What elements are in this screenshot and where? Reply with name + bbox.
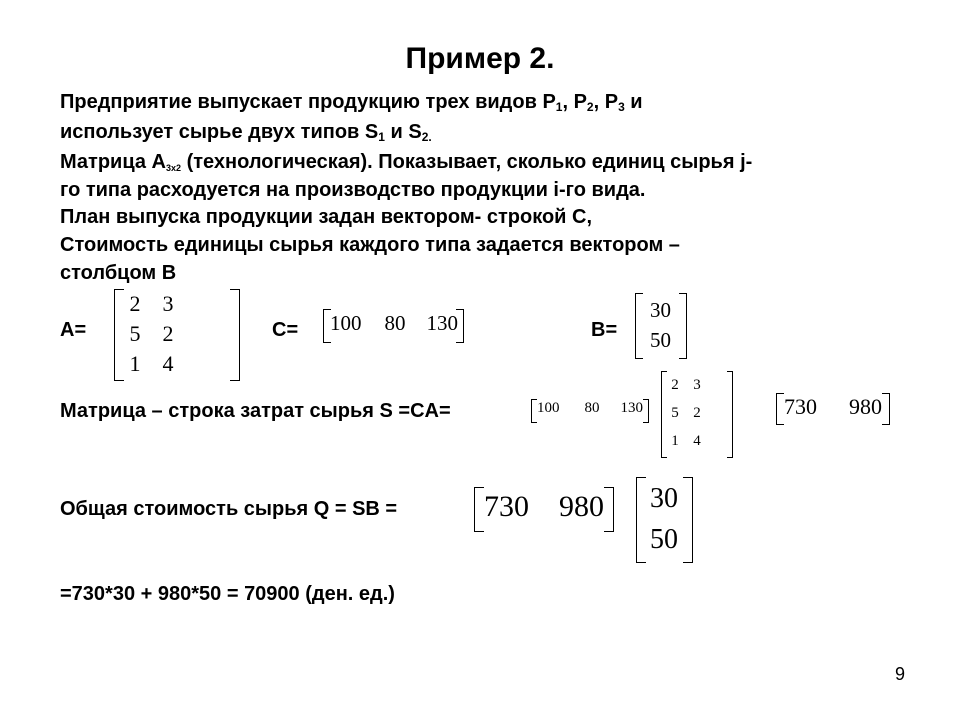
text-line-2 (60, 120, 432, 144)
final-calculation: =730*30 + 980*50 = 70900 (ден. ед.) (60, 583, 395, 605)
vector-cell: 80 (584, 400, 600, 416)
text-fragment: , P (593, 91, 619, 113)
text-line-5: План выпуска продукции задан вектором- строкой С, (60, 206, 593, 228)
vector-c-label: С= (272, 319, 299, 341)
q-equation-label: Общая стоимость сырья Q = SB = (60, 498, 398, 520)
matrix-cell: 1 (671, 433, 679, 449)
vector-b-large (645, 478, 683, 560)
vector-cell: 130 (620, 400, 643, 416)
matrix-bracket-right (727, 371, 733, 458)
text-line-1 (60, 90, 643, 114)
vector-bracket-right (604, 487, 614, 532)
subscript: 2. (421, 130, 432, 144)
vector-c-small (537, 400, 643, 417)
vector-cell: 30 (650, 483, 678, 514)
subscript: 3 (618, 100, 625, 114)
text-fragment: и S (384, 121, 422, 143)
text-line-4: го типа расходуется на производство продукции i-го вида. (60, 179, 646, 201)
vector-cell: 730 (784, 394, 817, 419)
vector-b (642, 295, 679, 355)
matrix-a-small (667, 371, 711, 455)
matrix-row (667, 399, 711, 427)
vector-cell: 980 (849, 394, 882, 419)
matrix-a-label: А= (60, 319, 87, 341)
vector-s (484, 490, 604, 524)
vector-bracket-right (882, 393, 890, 425)
text-fragment: и (624, 91, 643, 113)
vector-cell: 80 (384, 311, 406, 335)
vector-cell: 130 (426, 311, 458, 335)
subscript: 3х2 (166, 163, 182, 173)
text-fragment: Матрица А (60, 151, 166, 173)
text-fragment: (технологическая). Показывает, сколько единиц сырья j- (181, 151, 753, 173)
vector-b-label: В= (591, 319, 618, 341)
vector-cell: 730 (484, 490, 529, 523)
matrix-row (126, 349, 192, 379)
text-line-7: столбцом В (60, 262, 177, 284)
matrix-cell: 5 (671, 405, 679, 421)
vector-cell: 30 (650, 298, 671, 322)
vector-bracket-left (474, 487, 484, 532)
vector-bracket-right (683, 477, 693, 563)
subscript: 2 (586, 100, 594, 114)
matrix-cell: 2 (693, 405, 701, 421)
subscript: 1 (555, 100, 563, 114)
matrix-bracket-right (230, 289, 240, 381)
matrix-row (667, 427, 711, 455)
vector-s-result (784, 394, 882, 420)
vector-bracket-right (643, 399, 649, 423)
matrix-row (126, 319, 192, 349)
page-number: 9 (894, 664, 905, 684)
text-fragment: использует сырье двух типов S (60, 121, 379, 143)
matrix-cell: 3 (162, 291, 174, 316)
text-fragment: Предприятие выпускает продукцию трех видов P (60, 91, 556, 113)
text-line-3 (60, 150, 752, 174)
text-line-6: Стоимость единицы сырья каждого типа задается вектором – (60, 234, 680, 256)
s-equation-label: Матрица – строка затрат сырья S =CA= (60, 400, 451, 422)
vector-cell: 100 (330, 311, 362, 335)
matrix-cell: 2 (671, 377, 679, 393)
matrix-cell: 2 (129, 291, 141, 316)
vector-cell: 100 (537, 400, 560, 416)
matrix-cell: 1 (129, 351, 141, 376)
vector-bracket-left (776, 393, 784, 425)
vector-cell: 50 (650, 524, 678, 555)
matrix-cell: 2 (162, 321, 174, 346)
subscript: 1 (378, 130, 385, 144)
vector-c (330, 311, 458, 336)
matrix-cell: 5 (129, 321, 141, 346)
matrix-cell: 4 (162, 351, 174, 376)
matrix-row (126, 289, 192, 319)
matrix-cell: 3 (693, 377, 701, 393)
matrix-a (126, 289, 192, 379)
vector-bracket-right (679, 293, 687, 359)
text-fragment: , P (562, 91, 587, 113)
slide-title: Пример 2. (405, 42, 555, 75)
vector-cell: 980 (559, 490, 604, 523)
vector-cell: 50 (650, 328, 671, 352)
matrix-bracket-left (114, 289, 124, 381)
matrix-row (667, 371, 711, 399)
matrix-cell: 4 (693, 433, 701, 449)
